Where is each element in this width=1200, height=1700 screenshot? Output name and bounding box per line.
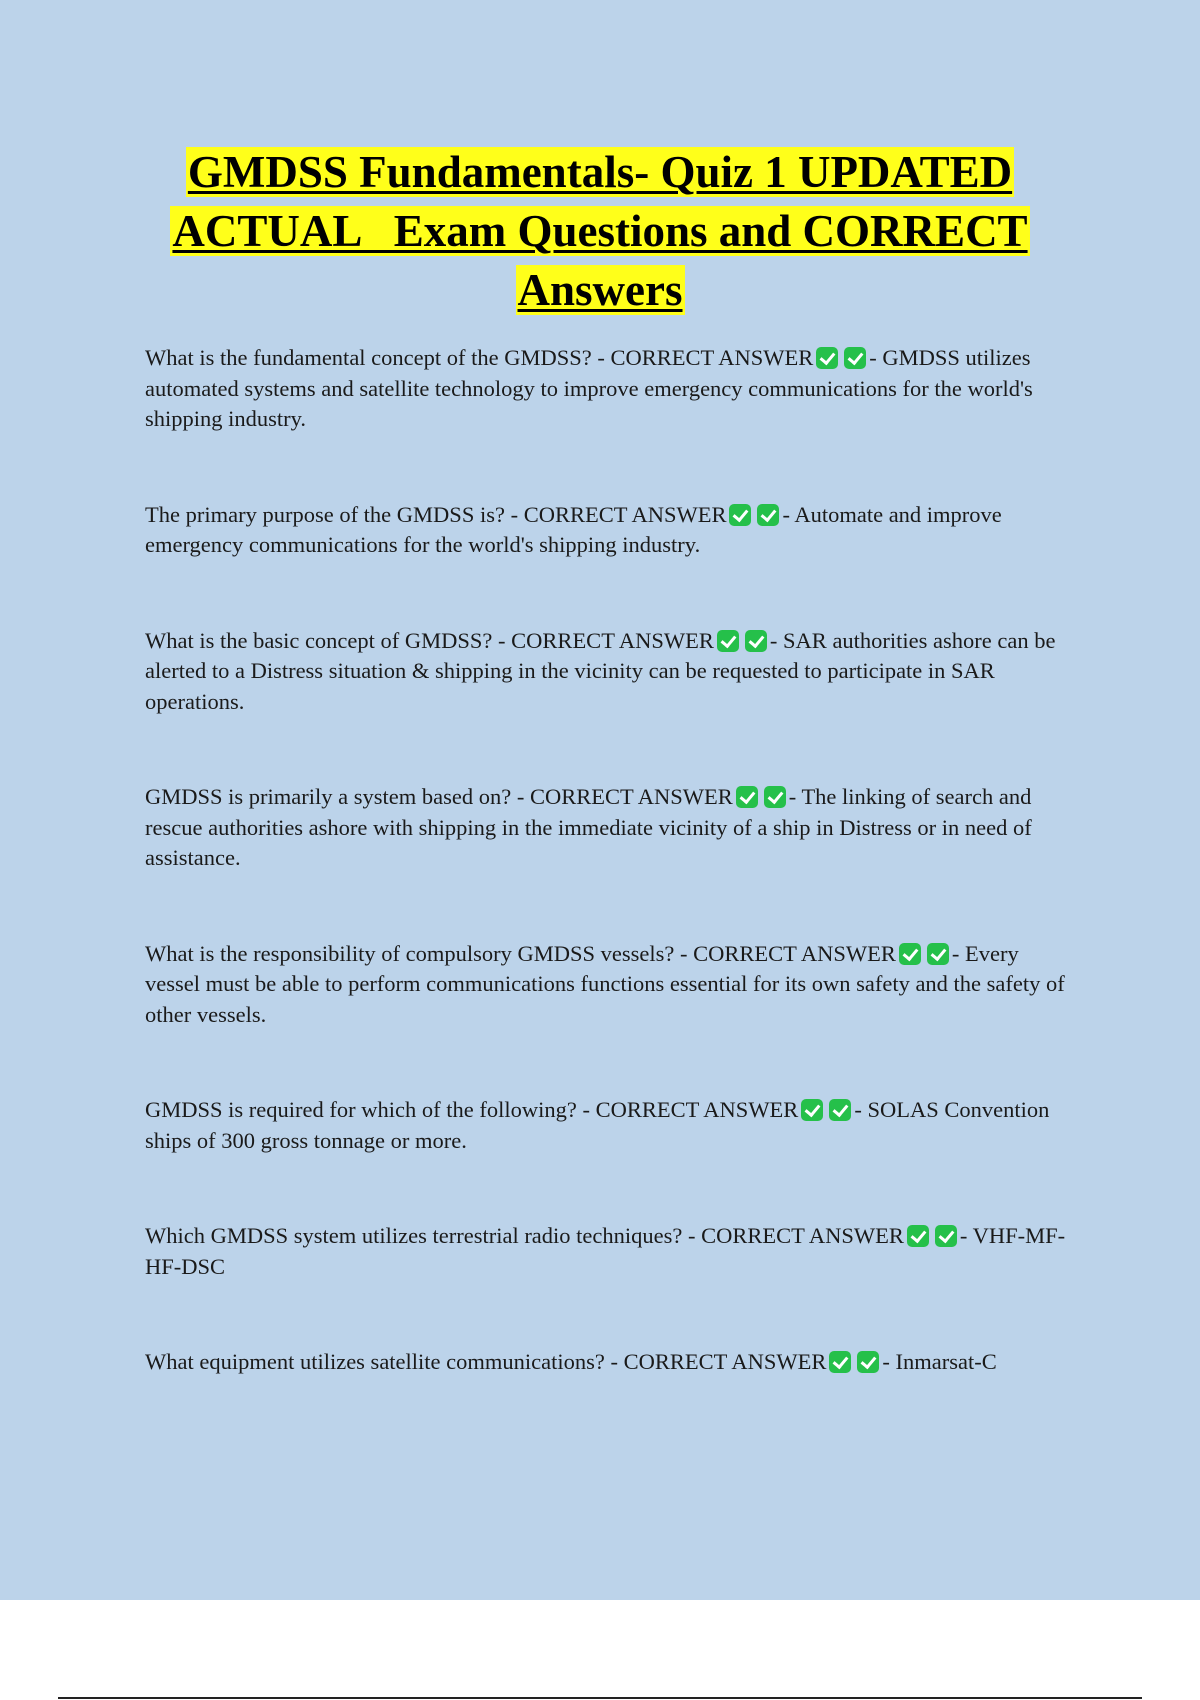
title-line-3: Answers xyxy=(517,265,683,315)
answer-text: SAR authorities ashore can be alerted to a Distress situation & shipping in the vicinity can be requested to participate in SAR operations. xyxy=(145,627,1056,714)
question-text: What is the basic concept of GMDSS? xyxy=(145,627,493,653)
qa-item: Which GMDSS system utilizes terrestrial radio techniques? - CORRECT ANSWER - VHF-MF-HF-DSC xyxy=(145,1223,1066,1279)
question-text: Which GMDSS system utilizes terrestrial radio techniques? xyxy=(145,1223,683,1248)
answer-text: The linking of search and rescue authorities ashore with shipping in the immediate vicinity of a ship in Distress or in need of assistance. xyxy=(145,784,1032,870)
answer-text: Inmarsat-C xyxy=(895,1349,997,1374)
qa-item: GMDSS is required for which of the following? - CORRECT ANSWER - SOLAS Convention ships of 300 gross tonnage or more. xyxy=(145,1097,1050,1153)
document-title xyxy=(100,143,1100,320)
question-text: GMDSS is primarily a system based on? xyxy=(145,784,512,809)
check-mark-icon xyxy=(736,786,758,808)
answer-marker: CORRECT ANSWER xyxy=(701,1223,904,1248)
check-mark-icon xyxy=(899,943,921,965)
qa-item: What is the responsibility of compulsory GMDSS vessels? - CORRECT ANSWER - Every vessel must be able to perform communications functions essential for its own safety and the safety of other vessels. xyxy=(145,940,1065,1027)
answer-marker: CORRECT ANSWER xyxy=(511,627,714,653)
question-text: What equipment utilizes satellite communications? xyxy=(145,1349,605,1374)
qa-item: GMDSS is primarily a system based on? - CORRECT ANSWER - The linking of search and rescue authorities ashore with shipping in the immediate vicinity of a ship in Distress or in need of assistance. xyxy=(145,784,1032,870)
question-text: GMDSS is required for which of the following? xyxy=(145,1097,577,1122)
answer-text: Automate and improve emergency communications for the world's shipping industry. xyxy=(145,501,1002,557)
question-text: The primary purpose of the GMDSS is? xyxy=(145,501,505,527)
answer-marker: CORRECT ANSWER xyxy=(529,784,733,809)
answer-marker: CORRECT ANSWER xyxy=(523,501,727,527)
bottom-divider xyxy=(58,1697,1142,1699)
question-text: What is the responsibility of compulsory GMDSS vessels? xyxy=(145,940,675,966)
check-mark-icon xyxy=(857,1351,879,1373)
answer-text: VHF-MF-HF-DSC xyxy=(145,1223,1066,1279)
check-mark-icon xyxy=(935,1225,957,1247)
check-mark-icon xyxy=(907,1225,929,1247)
check-mark-icon xyxy=(816,347,838,369)
check-mark-icon xyxy=(764,786,786,808)
title-line-1: GMDSS Fundamentals- Quiz 1 UPDATED xyxy=(187,147,1013,197)
answer-marker: CORRECT ANSWER xyxy=(623,1349,827,1374)
title-line-2: ACTUAL Exam Questions and CORRECT xyxy=(172,206,1028,256)
check-mark-icon xyxy=(927,943,949,965)
check-mark-icon xyxy=(745,630,767,652)
qa-item: The primary purpose of the GMDSS is? - CORRECT ANSWER - Automate and improve emergency communications for the world's shipping industry. xyxy=(145,501,1002,557)
check-mark-icon xyxy=(829,1351,851,1373)
answer-text: Every vessel must be able to perform communications functions essential for its own safety and the safety of other vessels. xyxy=(145,940,1065,1027)
qa-item: What equipment utilizes satellite communications? - CORRECT ANSWER - Inmarsat-C xyxy=(145,1349,997,1374)
answer-text: SOLAS Convention ships of 300 gross tonnage or more. xyxy=(145,1097,1050,1153)
check-mark-icon xyxy=(717,630,739,652)
answer-marker: CORRECT ANSWER xyxy=(610,345,814,370)
answer-marker: CORRECT ANSWER xyxy=(693,940,896,966)
qa-item: What is the basic concept of GMDSS? - CORRECT ANSWER - SAR authorities ashore can be alerted to a Distress situation & shipping in the vicinity can be requested to participate in SAR operations. xyxy=(145,627,1056,714)
check-mark-icon xyxy=(829,1099,851,1121)
question-text: What is the fundamental concept of the GMDSS? xyxy=(145,345,592,370)
qa-list xyxy=(145,343,1075,1378)
check-mark-icon xyxy=(729,504,751,526)
qa-item: What is the fundamental concept of the GMDSS? - CORRECT ANSWER - GMDSS utilizes automated systems and satellite technology to improve emergency communications for the world's shipping industry. xyxy=(145,345,1033,431)
check-mark-icon xyxy=(801,1099,823,1121)
answer-text: GMDSS utilizes automated systems and satellite technology to improve emergency communications for the world's shipping industry. xyxy=(145,345,1033,431)
answer-marker: CORRECT ANSWER xyxy=(595,1097,799,1122)
check-mark-icon xyxy=(844,347,866,369)
check-mark-icon xyxy=(757,504,779,526)
